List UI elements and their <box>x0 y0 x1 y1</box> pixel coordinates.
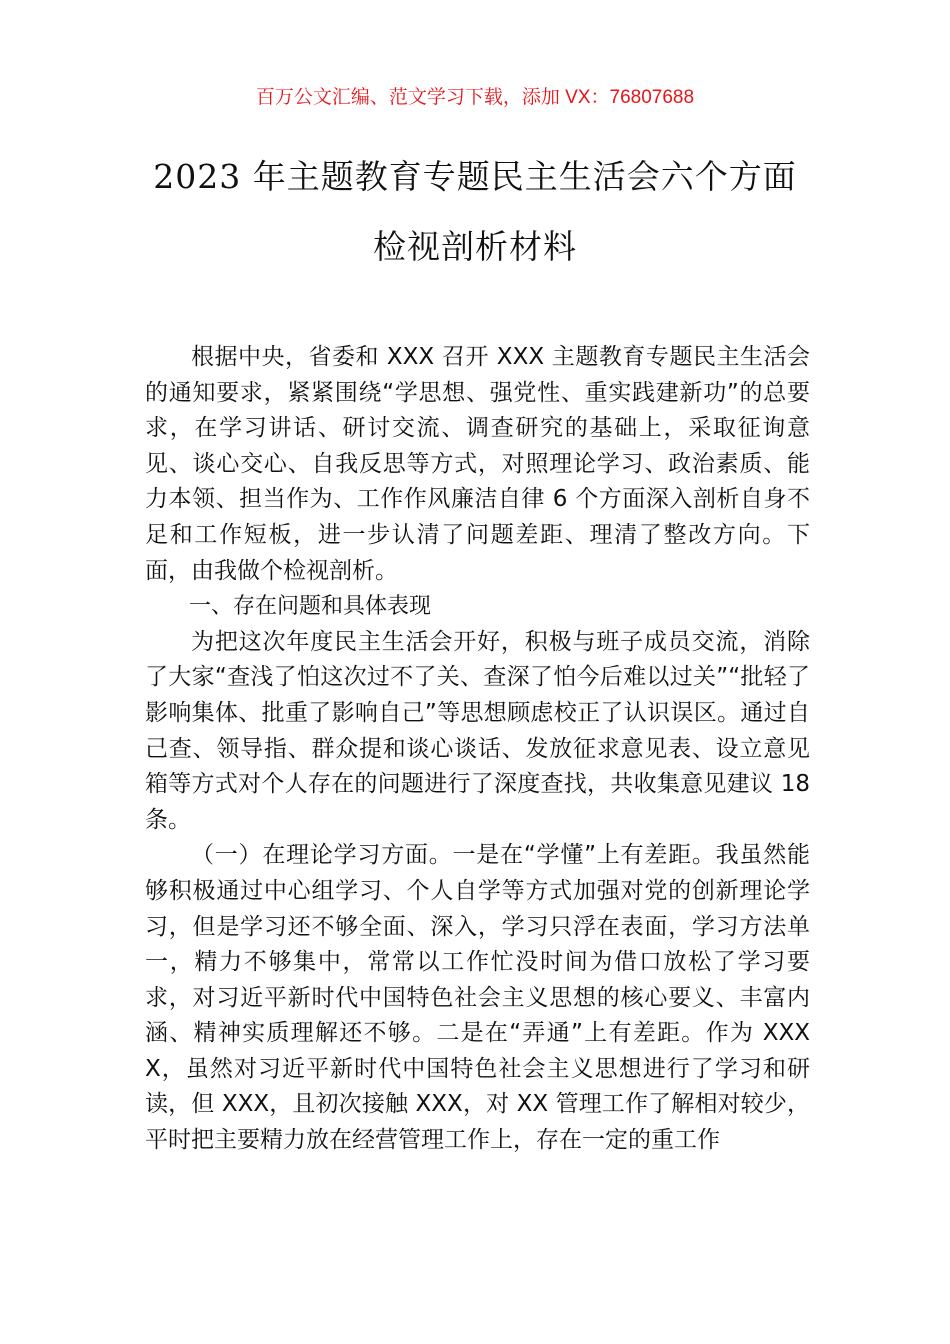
paragraph-preparation: 为把这次年度民主生活会开好，积极与班子成员交流，消除了大家“查浅了怕这次过不了关、查深了怕今后难以过关”“批轻了影响集体、批重了影响自己”等思想顾虑校正了认识误区。通过自己查、领导指、群众提和谈心谈话、发放征求意见表、设立意见箱等方式对个人存在的问题进行了深度查找，共收集意见建议 18 条。 <box>145 628 810 833</box>
paragraph-theory-study: （一）在理论学习方面。一是在“学懂”上有差距。我虽然能够积极通过中心组学习、个人自学等方式加强对党的创新理论学习，但是学习还不够全面、深入，学习只浮在表面，学习方法单一，精力不够集中，常常以工作忙没时间为借口放松了学习要求，对习近平新时代中国特色社会主义思想的核心要义、丰富内涵、精神实质理解还不够。二是在“弄通”上有差距。作为 XXXX，虽然对习近平新时代中国特色社会主义思想进行了学习和研读，但 XXX，且初次接触 XXX，对 XX 管理工作了解相对较少，平时把主要精力放在经营管理工作上，存在一定的重工作 <box>145 842 810 1154</box>
document-title-line-2: 检视剖析材料 <box>373 227 577 266</box>
paragraph-intro: 根据中央，省委和 XXX 召开 XXX 主题教育专题民主生活会的通知要求，紧紧围绕“学思想、强党性、重实践建新功”的总要求，在学习讲话、研讨交流、调查研究的基础上，采取征询意见、谈心交心、自我反思等方式，对照理论学习、政治素质、能力本领、担当作为、工作作风廉洁自律 6 个方面深入剖析自身不足和工作短板，进一步认清了问题差距、理清了整改方向。下面，由我做个检视剖析。 <box>145 344 810 584</box>
document-body <box>145 340 810 1159</box>
document-title-line-1: 2023 年主题教育专题民主生活会六个方面 <box>153 157 797 196</box>
section-heading-1: 一、存在问题和具体表现 <box>189 594 432 620</box>
promo-banner: 百万公文汇编、范文学习下载，添加 VX：76807688 <box>255 87 695 108</box>
